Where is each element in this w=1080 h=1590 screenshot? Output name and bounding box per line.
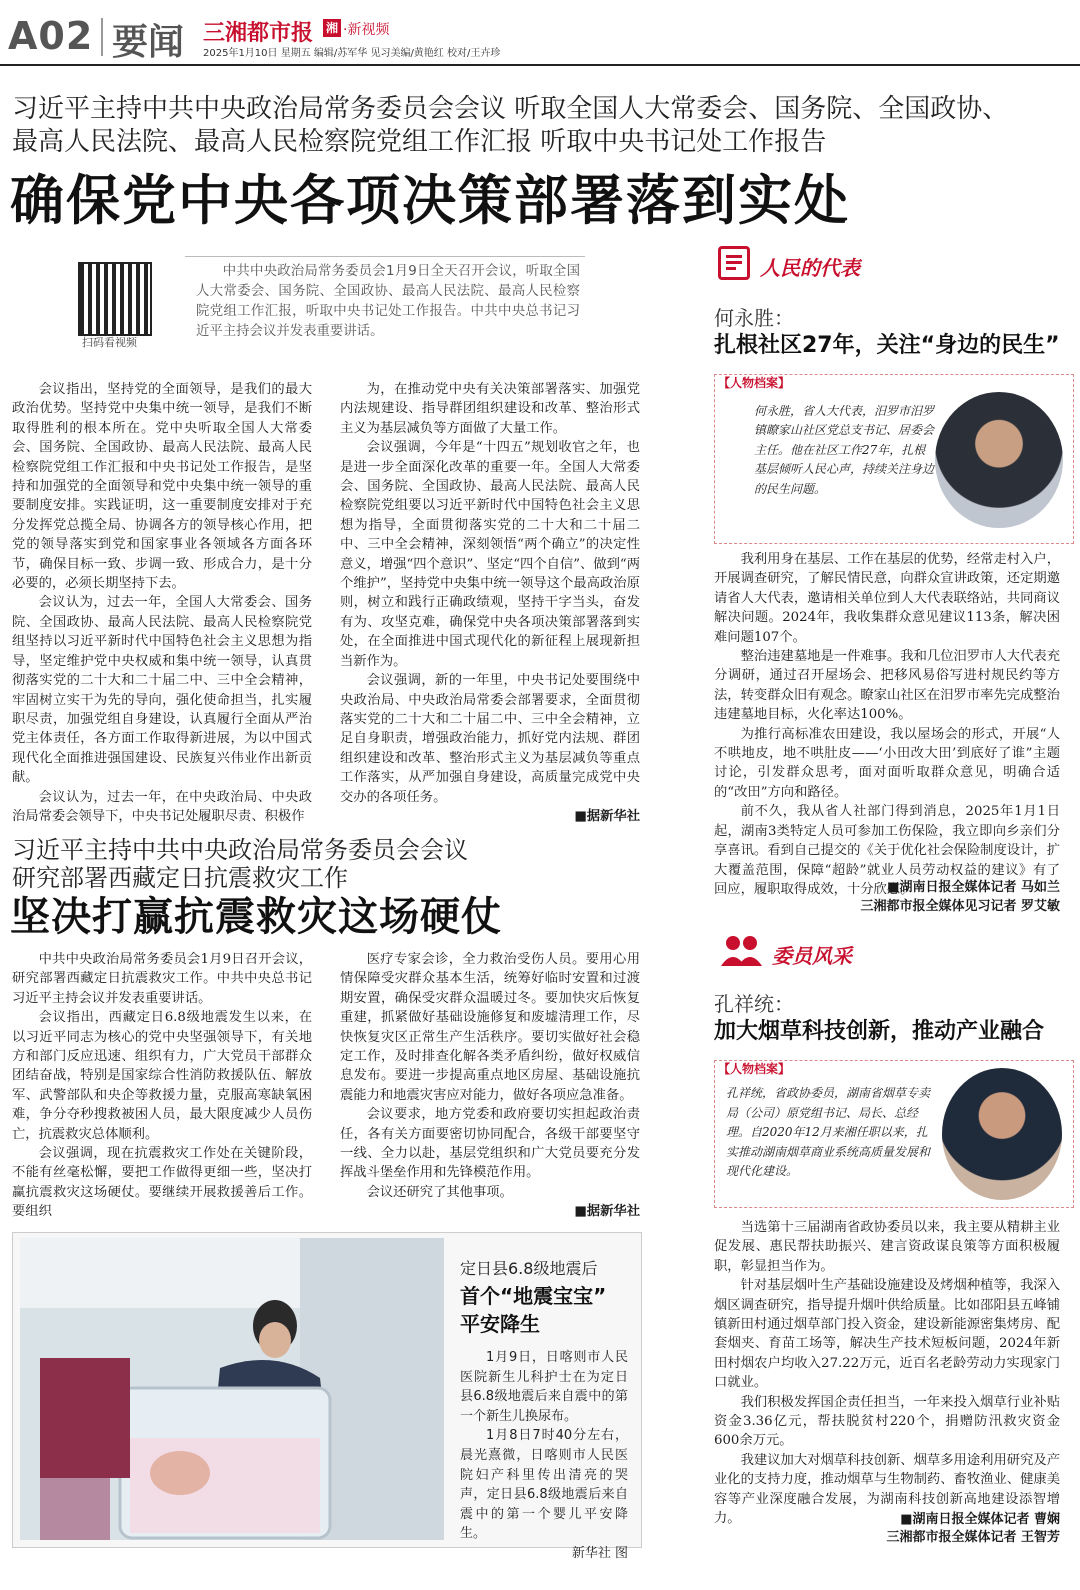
paragraph: 为推行高标准农田建设，我以屋场会的形式，开展“人不哄地皮，地不哄肚皮——‘小田改大田’到底好了谁”主题讨论，引发群众思考，面对面听取群众意见，明确合适的“改田”方向和路径。 — [714, 726, 1060, 800]
main-column-2 — [340, 380, 640, 826]
byline: ■湖南日报全媒体记者 马如兰 — [887, 880, 1060, 895]
section-title: 要闻 — [112, 21, 185, 63]
photo-title-line2: 首个“地震宝宝” — [460, 1284, 607, 1308]
photo-caption — [460, 1348, 628, 1564]
paragraph: 会议强调，新的一年里，中央书记处要围绕中央政治局、中央政治局常委会部署要求，全面贯彻落实党的二十大和二十届二中、三中全会精神，立足自身职责，增强政治能力，抓好党内法规、群团组织建设和改革、整治形式主义为基层减负等重点工作落实，从严加强自身建设，高质量完成党中央交办的各项任务。 — [340, 673, 640, 805]
main-kicker-line2: 最高人民法院、最高人民检察院党组工作汇报 听取中央书记处工作报告 — [12, 127, 827, 157]
main-headline: 确保党中央各项决策部署落到实处 — [10, 169, 850, 232]
paragraph: 1月8日7时40分左右，晨光熹微，日喀则市人民医院妇产科里传出清亮的哭声，定日县6.8级地震后来自震中的第一个婴儿平安降生。 — [460, 1428, 628, 1542]
paragraph: 针对基层烟叶生产基础设施建设及烤烟种植等，我深入烟区调查研究，指导提升烟叶供给质量。比如邵阳县五峰铺镇新田村通过烟草部门投入资金，建设新能源密集烤房、配套烟夹、育苗工场等，解决生产技术短板问题，2024年新田村烟农户均收入27.22万元，近百名老龄劳动力实现家门口就业。 — [714, 1278, 1060, 1391]
paragraph: 会议还研究了其他事项。 — [366, 1184, 513, 1200]
quake-headline: 坚决打赢抗震救灾这场硬仗 — [10, 894, 502, 940]
paragraph: 会议认为，过去一年，在中央政治局、中央政治局常委会领导下，中央书记处履职尽责、积极作 — [12, 789, 312, 824]
paragraph: 会议认为，过去一年，全国人大常委会、国务院、全国政协、最高人民法院、最高人民检察院党组坚持以习近平新时代中国特色社会主义思想为指导，坚定维护党中央权威和集中统一领导，认真贯彻落实党的二十大和二十届二中、三中全会精神，牢固树立实干为先的导向，强化使命担当，扎实履职尽责，加强党组自身建设，认真履行全面从严治党主体责任，各方面工作取得新进展，为以中国式现代化全面推进强国建设、民族复兴伟业作出新贡献。 — [12, 595, 312, 786]
video-logo-text: ·新视频 — [343, 22, 390, 38]
rep-dossier: 何永胜，省人大代表，汨罗市汨罗镇瞭家山社区党总支书记、居委会主任。他在社区工作27年，扎根基层倾听人民心声，持续关注身边的民生问题。 — [754, 404, 935, 496]
photo-credit: 新华社 图 — [571, 1545, 628, 1561]
paragraph: 当选第十三届湖南省政协委员以来，我主要从精耕主业促发展、惠民帮扶助振兴、建言资政谋良策等方面积极履职，彰显担当作为。 — [714, 1220, 1060, 1274]
page-number: A02 — [8, 14, 94, 58]
people-icon — [720, 934, 764, 966]
rep-name: 何永胜： — [714, 306, 794, 330]
quake-column-1 — [12, 950, 312, 1222]
photo-title-line1: 定日县6.8级地震后 — [460, 1259, 598, 1278]
newborn-photo — [20, 1238, 444, 1540]
quake-column-2 — [340, 950, 640, 1222]
column-badge-rep: 人民的代表 — [760, 256, 860, 280]
paragraph: 医疗专家会诊，全力救治受伤人员。要用心用情保障受灾群众基本生活，统筹好临时安置和过渡期安置，确保受灾群众温暖过冬。要加快灾后恢复重建，抓紧做好基础设施修复和废墟清理工作，尽快恢复灾区正常生产生活秩序。要切实做好社会稳定工作，及时排查化解各类矛盾纠纷，做好权威信息发布。要进一步提高重点地区房屋、基础设施抗震能力和地震灾害应对能力，做好各项应急准备。 — [340, 952, 640, 1103]
newspaper-logo: 三湘都市报 — [203, 21, 314, 46]
paragraph: 1月9日，日喀则市人民医院新生儿科护士在为定日县6.8级地震后来自震中的第一个新生儿换尿布。 — [460, 1350, 628, 1424]
member-body — [714, 1218, 1060, 1529]
document-icon — [718, 246, 750, 280]
main-kicker-line1: 习近平主持中共中央政治局常务委员会会议 听取全国人大常委会、国务院、全国政协、 — [12, 94, 1009, 124]
dossier-label: 【人物档案】 — [718, 1062, 791, 1076]
byline: 三湘都市报全媒体记者 王智芳 — [886, 1530, 1060, 1545]
quake-kicker-line1: 习近平主持中共中央政治局常务委员会会议 — [12, 836, 468, 864]
member-portrait — [942, 1068, 1062, 1200]
paragraph: 我利用身在基层、工作在基层的优势，经常走村入户，开展调查研究，了解民情民意，向群众宣讲政策，还定期邀请省人大代表，邀请相关单位到人大代表联络站，共同商议解决问题。2024年，我收集群众意见建议113条，解决困难问题107个。 — [714, 552, 1060, 645]
member-headline: 加大烟草科技创新，推动产业融合 — [714, 1019, 1045, 1044]
column-badge-member: 委员风采 — [772, 944, 852, 968]
paragraph: 为，在推动党中央有关决策部署落实、加强党内法规建设、指导群团组织建设和改革、整治形式主义为基层减负等方面做了大量工作。 — [340, 382, 640, 436]
lead-rule — [185, 256, 585, 257]
header-divider — [101, 18, 103, 56]
paragraph: 前不久，我从省人社部门得到消息，2025年1月1日起，湖南3类特定人员可参加工伤保险，我立即向乡亲们分享喜讯。看到自己提交的《关于优化社会保险制度设计，扩大覆盖范围，保障“超龄”就业人员劳动权益的建议》有了回应，履职取得成效，十分欣慰。 — [714, 804, 1060, 897]
paragraph: 中共中央政治局常务委员会1月9日召开会议，研究部署西藏定日抗震救灾工作。中共中央总书记习近平主持会议并发表重要讲话。 — [12, 952, 312, 1006]
source-label: ■据新华社 — [574, 1204, 640, 1220]
paragraph: 整治违建墓地是一件难事。我和几位汨罗市人大代表充分调研，通过召开屋场会、把移风易俗写进村规民约等方法，转变群众旧有观念。瞭家山社区在汨罗市率先完成整治违建墓地目标，火化率达100%。 — [714, 649, 1060, 723]
rep-headline: 扎根社区27年，关注“身边的民生” — [714, 333, 1060, 358]
main-column-1 — [12, 380, 312, 826]
video-logo-icon: 湘 — [323, 19, 341, 37]
qr-caption: 扫码看视频 — [82, 336, 137, 349]
byline: ■湖南日报全媒体记者 曹娴 — [900, 1512, 1060, 1527]
source-label: ■据新华社 — [574, 808, 640, 824]
byline: 三湘都市报全媒体见习记者 罗艾敏 — [860, 899, 1060, 914]
paragraph: 会议强调，今年是“十四五”规划收官之年，也是进一步全面深化改革的重要一年。全国人大常委会、国务院、全国政协、最高人民法院、最高人民检察院党组要以习近平新时代中国特色社会主义思想为指导，全面贯彻落实党的二十大和二十届二中、三中全会精神，深刻领悟“两个确立”的决定性意义，增强“四个意识”、坚定“四个自信”、做到“两个维护”，坚持党中央集中统一领导这个最高政治原则，树立和践行正确政绩观，坚持干字当头，奋发有为、攻坚克难，确保党中央各项决策部署落到实处，在全面推进中国式现代化的新征程上展现新担当新作为。 — [340, 440, 640, 669]
paragraph: 我建议加大对烟草科技创新、烟草多用途利用研究及产业化的支持力度，推动烟草与生物制药、畜牧渔业、健康美容等产业深度融合发展，为湖南科技创新高地建设添智增力。 — [714, 1452, 1060, 1527]
issue-meta: 2025年1月10日 星期五 编辑/苏军华 见习美编/黄艳红 校对/王卉珍 — [203, 48, 501, 59]
paragraph: 会议指出，坚持党的全面领导，是我们的最大政治优势。坚持党中央集中统一领导，是我们不断取得胜利的根本所在。党中央听取全国人大常委会、国务院、全国政协、最高人民法院、最高人民检察院党组工作汇报和中央书记处工作报告，是坚持和加强党的全面领导和党中央集中统一领导的重要制度安排。实践证明，这一重要制度安排对于充分发挥党总揽全局、协调各方的领导核心作用，把党的领导落实到党和国家事业各领域各方面各环节，确保目标一致、步调一致、形成合力，是十分必要的，必须长期坚持下去。 — [12, 382, 312, 592]
photo-title-line3: 平安降生 — [460, 1312, 540, 1336]
member-dossier: 孔祥统，省政协委员，湖南省烟草专卖局（公司）原党组书记、局长、总经理。自2020年12月来湘任职以来，扎实推动湖南烟草商业系统高质量发展和现代化建设。 — [726, 1086, 931, 1179]
paragraph: 会议强调，现在抗震救灾工作处在关键阶段，不能有丝毫松懈，要把工作做得更细一些，坚决打赢抗震救灾这场硬仗。要继续开展救援善后工作。要组织 — [12, 1146, 312, 1220]
quake-kicker-line2: 研究部署西藏定日抗震救灾工作 — [12, 864, 348, 892]
dossier-label: 【人物档案】 — [718, 376, 791, 390]
rep-portrait — [935, 392, 1063, 528]
member-name: 孔祥统： — [714, 992, 794, 1016]
main-lead: 中共中央政治局常务委员会1月9日全天召开会议，听取全国人大常委会、国务院、全国政协、最高人民法院、最高人民检察院党组工作汇报，听取中央书记处工作报告。中共中央总书记习近平主持会议并发表重要讲话。 — [196, 264, 580, 339]
paragraph: 会议指出，西藏定日6.8级地震发生以来，在以习近平同志为核心的党中央坚强领导下，有关地方和部门反应迅速、组织有力，广大党员干部群众团结奋战，特别是国家综合性消防救援队伍、解放军、武警部队和央企等救援力量，克服高寒缺氧困难，争分夺秒搜救被困人员，最大限度减少人员伤亡，抗震救灾总体顺利。 — [12, 1010, 312, 1142]
paragraph: 会议要求，地方党委和政府要切实担起政治责任，各有关方面要密切协同配合，各级干部要坚守一线、全力以赴，基层党组织和广大党员要充分发挥战斗堡垒作用和先锋模范作用。 — [340, 1107, 640, 1181]
rep-body — [714, 550, 1060, 899]
header-rule — [0, 64, 1080, 66]
qr-code-icon[interactable] — [78, 262, 152, 336]
photo-illustration — [20, 1238, 444, 1540]
paragraph: 我们积极发挥国企责任担当，一年来投入烟草行业补贴资金3.36亿元，帮扶脱贫村220个，捐赠防汛救灾资金600余万元。 — [714, 1394, 1060, 1449]
